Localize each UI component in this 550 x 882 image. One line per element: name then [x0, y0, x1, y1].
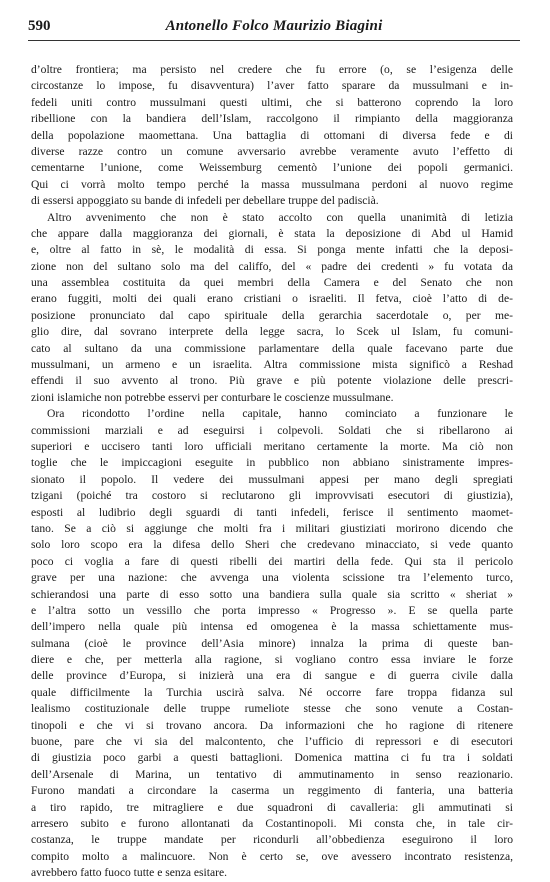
text-line: effendi il suo avvento al trono. Più grave e più potente violazione delle prescri-	[31, 374, 513, 388]
text-line: tzigani (poiché tra costoro si reclutarono gli improvvisati esecutori di giustizia),	[31, 489, 513, 503]
text-line: buone, pare che vi sia del malcontento, che l’ufficio di repressori e di esecutori	[31, 735, 513, 749]
text-line: poco ci voglia a fare di questi ribelli dei martiri della fede. Qui sta il pericolo	[31, 554, 513, 568]
text-line: ribellione con la bandiera dell’Islam, raccolgono il rimpianto della maggioranza	[31, 112, 513, 126]
text-line: di giustizia poco garbi a questi battaglioni. Domenica mattina ci fu tra i soldati	[31, 751, 513, 765]
text-line: cementarne l’unione, come Weissemburg cementò l’unione dei popoli germanici.	[31, 161, 513, 175]
text-line: cato al sultano da una commissione parlamentare della quale facevano parte due	[31, 341, 513, 355]
text-line: sulmana (cioè le province dell’Asia minore) innalza la prima di queste ban-	[31, 636, 513, 650]
text-line: Altro avvenimento che non è stato accolto con quella unanimità di letizia	[47, 210, 513, 224]
text-line: tinopoli e che vi si trovano ancora. Da informazioni che ho ragione di ritenere	[31, 718, 513, 732]
text-line: superiori e uccisero tanti loro ufficiali meritano certamente la morte. Ma ciò non	[31, 439, 513, 453]
text-line: compito molto a malincuore. Non è certo se, ove avessero incontrato resistenza,	[31, 849, 513, 863]
text-line: Qui ci vorrà molto tempo perché la massa mussulmana perdoni al nuovo regime	[31, 177, 513, 191]
text-line: erano fuggiti, molti dei quali erano cristiani o israeliti. Il fetva, cioè l’atto di de-	[31, 292, 513, 306]
text-line: lealismo costituzionale delle truppe rumeliote stesse che sono venute a Costan-	[31, 702, 513, 716]
text-line: Ora ricondotto l’ordine nella capitale, hanno cominciato a funzionare le	[47, 407, 513, 421]
text-line: della popolazione maomettana. Una battaglia di ottomani di diversa fede e di	[31, 128, 513, 142]
text-line: avrebbero fatto fuoco tutte e senza esitare.	[31, 866, 228, 880]
text-line: zione non del sultano solo ma del califfo, del « padre dei credenti » fu votata da	[31, 259, 513, 273]
text-line: d’oltre frontiera; ma persisto nel credere che fu errore (o, se l’esigenza delle	[31, 63, 513, 76]
text-line: diverse razze contro un comune avversario avrebbe veramente avuto l’effetto di	[31, 144, 513, 158]
text-line: una assemblea costituita da quei membri della Camera e del Senato che non	[31, 276, 513, 290]
text-line: dell’Arsenale di Marina, un tentativo di ammutinamento in senso reazionario.	[31, 767, 513, 781]
text-line: a tiro rapido, tre mitragliere e due squadroni di cavalleria: gli ammutinati si	[31, 800, 513, 814]
text-line: tano. Se a ciò si aggiunge che molti fra i militari giustiziati morirono dicendo che	[31, 521, 513, 535]
text-line: diere e che, per metterla alla ragione, si vogliano contro essa inviare le forze	[31, 653, 513, 667]
text-line: fedeli uniti contro mussulmani questi ultimi, che si batterono coprendo la loro	[31, 95, 513, 109]
text-line: circostanze lo impose, fu disavventura) l’aver fatto sparare da mussulmani e in-	[31, 79, 513, 93]
page-number: 590	[28, 18, 51, 34]
text-line: di essersi appoggiato su bande di infedeli per debellare truppe del padiscià.	[31, 194, 379, 208]
text-line: arresero subito e furono allontanati da Costantinopoli. Mi consta che, in tale cir-	[31, 816, 513, 830]
text-line: glio dire, dal sovrano interprete della legge sacra, lo Scek ul Islam, fu comuni-	[31, 325, 513, 339]
text-line: schierandosi una parte di esso sotto una bandiera sulla quale sia scritto « sheriat »	[31, 587, 513, 601]
text-line: dell’impero nella quale più intensa ed omogenea è la massa schiettamente mus-	[31, 620, 513, 634]
running-title: Antonello Folco Maurizio Biagini	[165, 18, 383, 34]
text-line: solo loro scopo era la difesa dello Sheri che credevano minacciato, si vede quanto	[31, 538, 513, 552]
text-line: quale difficilmente la Turchia uscirà salva. Né occorre fare troppa fidanza sul	[31, 685, 513, 699]
text-line: e, oltre al fatto in sè, le modalità di essa. Si ponga mente infatti che la deposi-	[31, 243, 513, 257]
text-line: commissioni marziali e ad eseguirsi i colpevoli. Soldati che si ribellarono ai	[31, 423, 513, 437]
text-line: mussulmani, un armeno e un israelita. Altra commissione mista significò a Reshad	[31, 358, 513, 372]
text-line: esposti al ludibrio degli sguardi di tanti infedeli, ferisce il sentimento maomet-	[31, 505, 513, 519]
text-line: toglie che le impiccagioni eseguite in pubblico non abbiano sinistramente impres-	[31, 456, 513, 470]
text-line: Furono mandati a circondare la caserma un reggimento di fanteria, una batteria	[31, 784, 513, 798]
text-line: e l’altra sotto un vessillo che porta impresso « Progresso ». E se quella parte	[31, 603, 513, 617]
text-line: sionato il popolo. Il vedere dei mussulmani appesi per mano degli spregiati	[31, 472, 513, 486]
text-line: zioni islamiche non potrebbe esservi per conturbare le coscienze mussulmane.	[31, 390, 394, 404]
text-line: delle province d’Europa, si inizierà una era di sangue e di guerra civile dalla	[31, 669, 513, 683]
text-line: posizione pronunciato dal capo spirituale della gerarchia sacerdotale o, per me-	[31, 308, 513, 322]
text-line: costanza, le truppe mandate per ricondurli all’obbedienza eseguirono il loro	[31, 833, 513, 847]
page-header	[28, 18, 520, 41]
text-line: che appare dalla maggioranza dei giornali, è stata la deposizione di Abd ul Hamid	[31, 226, 513, 240]
body-text	[31, 62, 513, 882]
text-line: grave per una nazione: che avvenga una violenta scissione tra l’elemento turco,	[31, 571, 513, 585]
